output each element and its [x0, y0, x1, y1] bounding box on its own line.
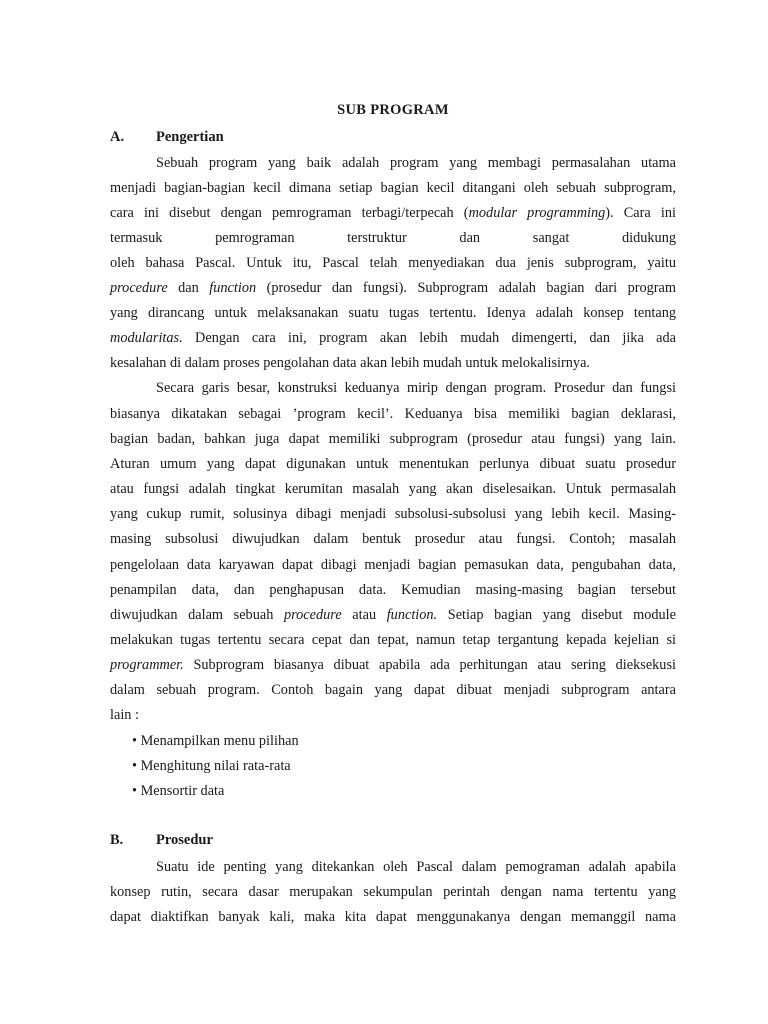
document-title: SUB PROGRAM [337, 102, 449, 118]
paragraph-line: programmer. Subprogram biasanya dibuat apabila ada perhitungan atau sering dieksekusi [110, 657, 676, 673]
paragraph-line: Sebuah program yang baik adalah program yang membagi permasalahan utama [156, 155, 676, 171]
list-item: • Mensortir data [132, 783, 225, 799]
section-title: Prosedur [156, 832, 213, 848]
section-b-heading [110, 832, 213, 849]
paragraph-line: bagian badan, bahkan juga dapat memiliki subprogram (prosedur atau fungsi) yang lain. [110, 431, 676, 447]
paragraph-line: pengelolaan data karyawan dapat dibagi menjadi bagian pemasukan data, pengubahan data, [110, 557, 676, 573]
paragraph-line: Secara garis besar, konstruksi keduanya mirip dengan program. Prosedur dan fungsi [156, 380, 676, 396]
italic-term: procedure [283, 607, 342, 623]
italic-term: function. [386, 607, 438, 623]
italic-term: procedure [110, 280, 168, 296]
section-number: A. [110, 129, 125, 145]
paragraph-line: lain : [110, 707, 139, 723]
bullet-icon: • [132, 733, 138, 749]
paragraph-line: dalam sebuah program. Contoh bagain yang dapat dibuat menjadi subprogram antara [110, 682, 676, 698]
section-a-heading [110, 129, 224, 146]
paragraph-line: yang dirancang untuk melaksanakan suatu tugas tertentu. Idenya adalah konsep tentang [110, 305, 676, 321]
paragraph-line: masing subsolusi diwujudkan dalam bentuk prosedur atau fungsi. Contoh; masalah [110, 531, 676, 547]
paragraph-line: melakukan tugas tertentu secara cepat dan tepat, namun tetap tergantung kepada kejelian si [110, 632, 676, 648]
italic-term: programmer. [110, 657, 184, 673]
paragraph-line: diwujudkan dalam sebuah procedure atau function. Setiap bagian yang disebut module [110, 607, 676, 623]
bullet-icon: • [132, 758, 138, 774]
italic-term: modularitas. [110, 330, 183, 346]
paragraph-line: oleh bahasa Pascal. Untuk itu, Pascal telah menyediakan dua jenis subprogram, yaitu [110, 255, 676, 271]
paragraph-line: modularitas. Dengan cara ini, program akan lebih mudah dimengerti, dan jika ada [110, 330, 676, 346]
list-item: • Menghitung nilai rata-rata [132, 758, 291, 774]
paragraph-line: menjadi bagian-bagian kecil dimana setiap bagian kecil ditangani oleh sebuah subprogram, [110, 180, 676, 196]
paragraph-line: atau fungsi adalah tingkat kerumitan masalah yang akan diselesaikan. Untuk permasalah [110, 481, 676, 497]
paragraph-line: penampilan data, dan penghapusan data. Kemudian masing-masing bagian tersebut [110, 582, 676, 598]
section-number: B. [110, 832, 124, 848]
italic-term: modular programming [468, 205, 606, 221]
paragraph-line: Suatu ide penting yang ditekankan oleh Pascal dalam pemograman adalah apabila [156, 859, 676, 875]
paragraph-line: termasuk pemrograman terstruktur dan sangat didukung [110, 230, 676, 246]
list-item: • Menampilkan menu pilihan [132, 733, 299, 749]
paragraph-line: kesalahan di dalam proses pengolahan data akan lebih mudah untuk melokalisirnya. [110, 355, 590, 371]
paragraph-line: yang cukup rumit, solusinya dibagi menjadi subsolusi-subsolusi yang lebih kecil. Masing- [110, 506, 676, 522]
paragraph-line: konsep rutin, secara dasar merupakan sekumpulan perintah dengan nama tertentu yang [110, 884, 676, 900]
paragraph-line: procedure dan function (prosedur dan fungsi). Subprogram adalah bagian dari program [110, 280, 677, 296]
paragraph-line: Aturan umum yang dapat digunakan untuk menentukan perlunya dibuat suatu prosedur [110, 456, 676, 472]
paragraph-line: cara ini disebut dengan pemrograman terbagi/terpecah (modular programming). Cara ini [110, 205, 677, 221]
bullet-icon: • [132, 783, 138, 799]
section-title: Pengertian [156, 129, 224, 145]
paragraph-line: biasanya dikatakan sebagai ’program kecil’. Keduanya bisa memiliki bagian deklarasi, [110, 406, 676, 422]
italic-term: function [209, 280, 257, 296]
paragraph-line: dapat diaktifkan banyak kali, maka kita dapat menggunakanya dengan memanggil nama [110, 909, 676, 925]
